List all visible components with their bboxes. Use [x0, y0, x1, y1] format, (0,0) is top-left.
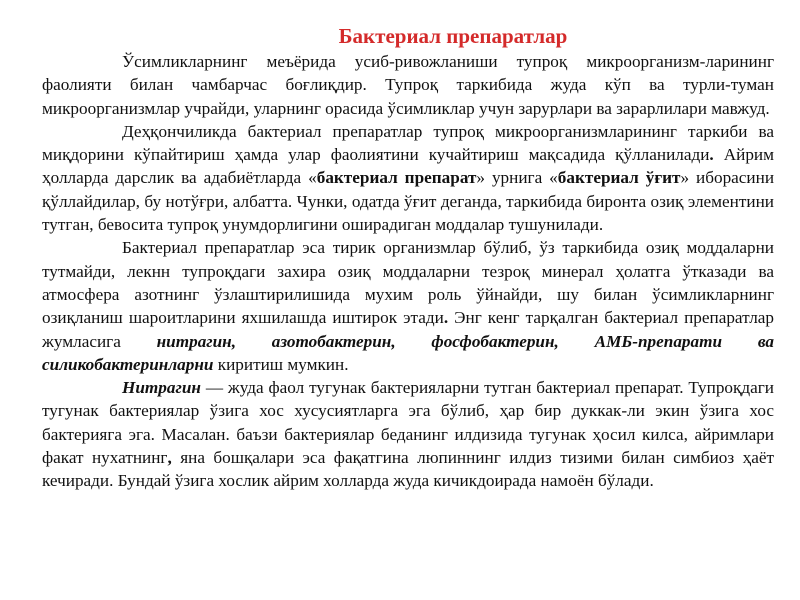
text-run: Деҳқончиликда бактериал препаратлар тупроқ микроорганизмларининг таркиби ва миқдорини кўпайтириш ҳамда улар фаолиятини кучайтириш мақсадида қўлланилади [42, 121, 774, 165]
text-run: яна бошқалари эса фақатгина люпиннинг илдиз тизими билан симбиоз ҳаёт кечиради. Бундай ўзига хослик айрим холларда жуда кичикдоирада намоён бўлади. [42, 448, 774, 491]
bold-run: , [167, 448, 172, 468]
bold-term-bacterial-fertilizer: бактериал ўғит [557, 168, 681, 188]
bold-term-bacterial-preparation: бактериал препарат [316, 168, 477, 188]
text-run: киритиш мумкин. [213, 354, 349, 374]
text-run: Бактериал препаратлар эса тирик организмлар бўлиб, ўз таркибида озиқ моддаларни тутмайди, лекнн тупроқдаги захира озиқ моддаларни тезроқ минерал ҳолатга ўтказади ва атмосфера азотнинг ўзлаштирилишида мухим роль ўйнайди, шу билан ўсимликларнинг озиқланиш шароитларини яхшилашда иштирок этади [42, 238, 774, 328]
text-run: » урнига « [476, 168, 558, 188]
paragraph-1 [42, 50, 774, 120]
bold-italic-term-nitragin: Нитрагин [122, 378, 201, 398]
text-run: — жуда фаол тугунак бактерияларни тутган бактериал препарат. Тупроқдаги тугунак бактериялар ўзига хос хусусиятларга эга бўлиб, ҳар бир дуккак-ли экин ўзига хос бактерияга эга. Масалан. баъзи бактериялар беданинг илдизида тугунак ҳосил килса, айримлари факат нухатнинг [42, 378, 774, 468]
text-run: Энг кенг тарқалган бактериал препаратлар жумласига [42, 308, 774, 351]
text-run: Ўсимликларнинг меъёрида усиб-ривожланиши тупроқ микроорганизм-ларининг фаолияти билан чамбарчас боғлиқдир. Тупроқ таркибида жуда кўп ва турли-туман микроорганизмлар учрайди, уларнинг орасида ўсимликлар учун зарурлари ва зарарлилари мавжуд. [42, 52, 774, 118]
bold-run: . [443, 308, 449, 328]
bold-run: . [709, 145, 714, 165]
text-run: Айрим ҳолларда дарслик ва адабиётларда « [42, 145, 775, 188]
paragraph-3 [42, 236, 774, 376]
paragraph-4 [42, 376, 774, 492]
document-title: Бактериал препаратлар [338, 24, 568, 48]
bold-italic-preparation-list: нитрагин, азотобактерин, фосфобактерин, АМБ-препарати ва силикобактеринларни [42, 331, 774, 374]
text-run: » иборасини қўллайдилар, бу нотўғри, албатта. Чунки, одатда ўғит деганда, таркибида биронта озиқ элементини тутган, бевосита тупроқ унумдорлигини оширадиган моддалар тушунилади. [42, 168, 775, 235]
document-page [42, 22, 774, 493]
paragraph-2 [42, 120, 774, 236]
